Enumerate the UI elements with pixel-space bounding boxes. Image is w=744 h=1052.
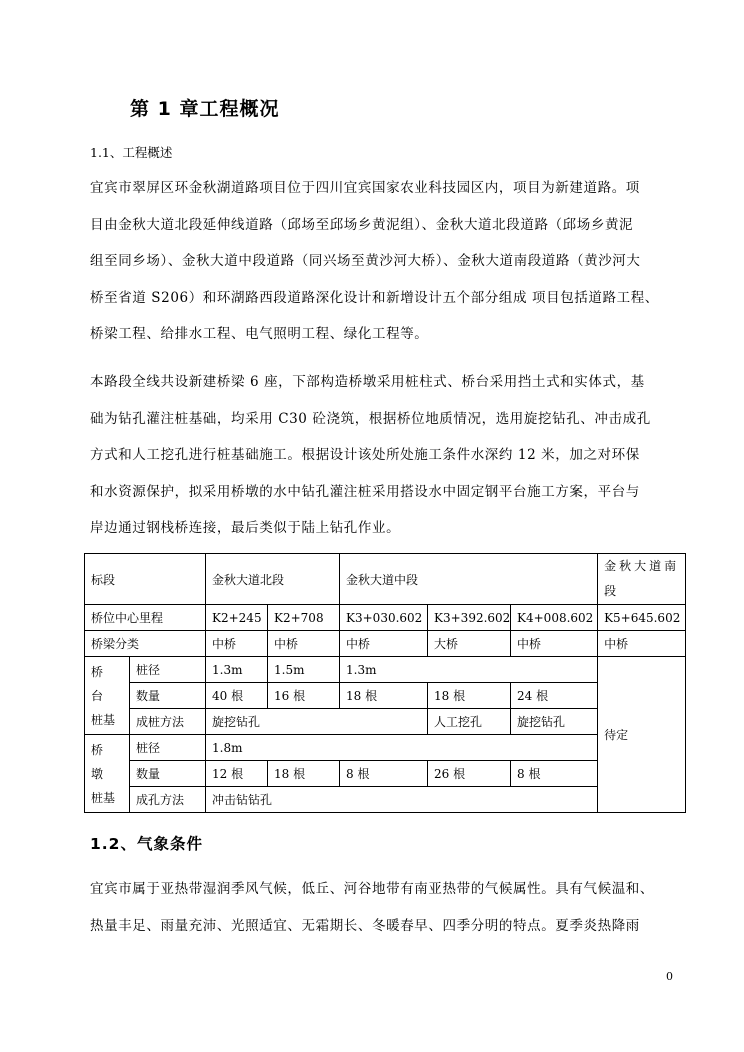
table-cell: 中桥 <box>268 631 340 657</box>
table-cell: 桥梁分类 <box>85 631 206 657</box>
section-heading-1-2: 1.2、气象条件 <box>90 835 203 853</box>
text-line: 岸边通过钢栈桥连接，最后类似于陆上钻孔作业。 <box>90 520 401 536</box>
table-cell: 16 根 <box>268 683 340 709</box>
table-cell: K5+645.602 <box>598 605 686 631</box>
table-cell: 桩径 <box>130 735 206 761</box>
table-row <box>85 657 686 683</box>
table-cell: 8 根 <box>511 761 598 787</box>
table-cell: 1.5m <box>268 657 340 683</box>
table-cell: 数量 <box>130 761 206 787</box>
table-cell: 成桩方法 <box>130 709 206 735</box>
bridge-spec-table <box>84 553 686 813</box>
table-cell: 金秋大道北段 <box>206 554 340 605</box>
chapter-title: 第 1 章工程概况 <box>130 98 280 120</box>
table-cell: K2+245 <box>206 605 268 631</box>
abutment-label: 桩基 <box>91 712 116 727</box>
table-cell: 中桥 <box>511 631 598 657</box>
table-cell: 18 根 <box>268 761 340 787</box>
text-line: 桥至省道 S206）和环湖路西段道路深化设计和新增设计五个部分组成 项目包括道路工程、 <box>90 289 659 306</box>
table-row <box>85 631 686 657</box>
table-cell: 成孔方法 <box>130 787 206 813</box>
table-row <box>85 787 686 813</box>
table-cell: 旋挖钻孔 <box>511 709 598 735</box>
table-cell: 中桥 <box>598 631 686 657</box>
section-heading-1-1: 1.1、工程概述 <box>90 145 173 160</box>
abutment-label: 桥 台 <box>91 664 118 703</box>
table-cell: K3+030.602 <box>340 605 428 631</box>
table-cell: K4+008.602 <box>511 605 598 631</box>
paragraph-overview <box>90 170 680 353</box>
text-line: 宜宾市属于亚热带湿润季风气候，低丘、河谷地带有南亚热带的气候属性。具有气候温和、 <box>90 881 654 897</box>
table-cell: 1.3m <box>206 657 268 683</box>
table-row <box>85 709 686 735</box>
table-cell <box>85 657 130 735</box>
table-cell: 冲击钻钻孔 <box>206 787 598 813</box>
table-cell: 旋挖钻孔 <box>206 709 428 735</box>
table-cell: 大桥 <box>428 631 511 657</box>
table-cell: 1.3m <box>340 657 598 683</box>
text-line: 桥梁工程、给排水工程、电气照明工程、绿化工程等。 <box>90 326 429 342</box>
table-cell: 人工挖孔 <box>428 709 511 735</box>
table-cell: 标段 <box>85 554 206 605</box>
table-cell: 待定 <box>598 657 686 813</box>
text-line: 和水资源保护，拟采用桥墩的水中钻孔灌注桩采用搭设水中固定钢平台施工方案，平台与 <box>90 483 640 500</box>
table-cell <box>85 735 130 813</box>
text-line: 方式和人工挖孔进行桩基础施工。根据设计该处所处施工条件水深约 12 米，加之对环保 <box>90 447 640 463</box>
table-cell: 18 根 <box>340 683 428 709</box>
paragraph-climate <box>90 871 680 944</box>
table-cell: 中桥 <box>340 631 428 657</box>
table-row <box>85 554 686 605</box>
pier-label: 桩基 <box>91 790 116 805</box>
table-cell: 桩径 <box>130 657 206 683</box>
table-cell: 24 根 <box>511 683 598 709</box>
table-cell: 26 根 <box>428 761 511 787</box>
table-cell: 18 根 <box>428 683 511 709</box>
table-cell: 金秋大道中段 <box>340 554 598 605</box>
table-row <box>85 735 686 761</box>
table-cell: 12 根 <box>206 761 268 787</box>
text-line: 目由金秋大道北段延伸线道路（邱场至邱场乡黄泥组）、金秋大道北段道路（邱场乡黄泥 <box>90 216 634 233</box>
table-cell: 40 根 <box>206 683 268 709</box>
table-cell: 中桥 <box>206 631 268 657</box>
table-cell: 桥位中心里程 <box>85 605 206 631</box>
table-cell: 数量 <box>130 683 206 709</box>
table-row <box>85 605 686 631</box>
table-cell: K2+708 <box>268 605 340 631</box>
table-cell: K3+392.602 <box>428 605 511 631</box>
text-line: 宜宾市翠屏区环金秋湖道路项目位于四川宜宾国家农业科技园区内，项目为新建道路。项 <box>90 180 640 196</box>
table-row <box>85 683 686 709</box>
table-cell: 金秋大道南段 <box>598 554 686 605</box>
table-cell: 1.8m <box>206 735 598 761</box>
text-line: 组至同乡场）、金秋大道中段道路（同兴场至黄沙河大桥）、金秋大道南段道路（黄沙河大 <box>90 253 641 269</box>
paragraph-bridges <box>90 364 680 547</box>
text-line: 热量丰足、雨量充沛、光照适宜、无霜期长、冬暖春早、四季分明的特点。夏季炎热降雨 <box>90 917 640 934</box>
text-line: 础为钻孔灌注桩基础，均采用 C30 砼浇筑，根据桥位地质情况，选用旋挖钻孔、冲击成孔 <box>90 410 651 427</box>
table-row <box>85 761 686 787</box>
page-number: 0 <box>666 970 673 983</box>
text-line: 本路段全线共设新建桥梁 6 座，下部构造桥墩采用桩柱式、桥台采用挡土式和实体式，基 <box>90 374 645 390</box>
table-cell: 8 根 <box>340 761 428 787</box>
pier-label: 桥 墩 <box>91 742 118 781</box>
